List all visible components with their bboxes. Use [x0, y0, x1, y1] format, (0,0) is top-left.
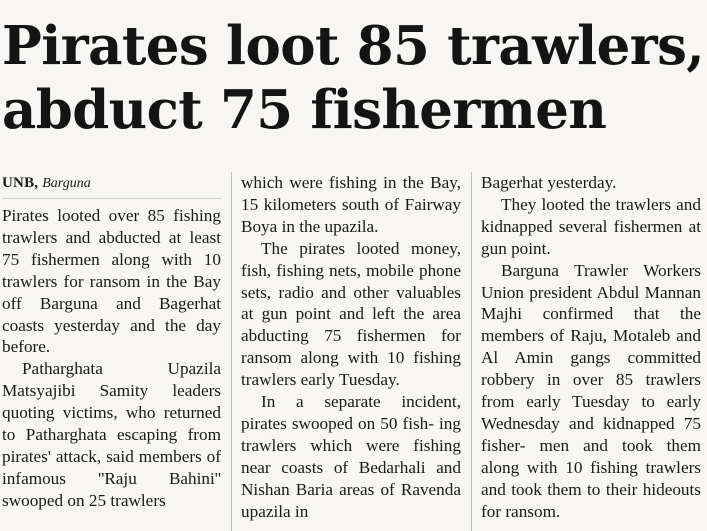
paragraph: Pirates looted over 85 fishing trawlers and abducted at least 75 fishermen along with 10 trawlers for ransom in the Bay off Barguna and Bagerhat coasts yesterday and the day before. — [2, 206, 221, 357]
paragraph: The pirates looted money, fish, fishing nets, mobile phone sets, radio and other valuables at gun point and left the area abducting 75 fishermen for ransom along with 10 fishing trawlers early Tuesday. — [241, 238, 461, 390]
column-1 — [2, 172, 221, 531]
headline-line-2: abduct 75 fishermen — [2, 79, 607, 141]
byline — [2, 172, 221, 199]
paragraph: Bagerhat yesterday. — [481, 173, 617, 192]
column-2 — [241, 172, 461, 531]
column-divider-2 — [471, 172, 472, 531]
byline-agency: UNB, — [2, 175, 39, 191]
headline-line-1: Pirates loot 85 trawlers, — [2, 15, 705, 77]
paragraph: They looted the trawlers and kidnapped several fishermen at gun point. — [481, 194, 701, 258]
column-divider-1 — [231, 172, 232, 531]
column-3 — [481, 172, 701, 531]
paragraph: which were fishing in the Bay, 15 kilometers south of Fairway Boya in the upazila. — [241, 173, 461, 236]
paragraph: In a separate incident, pirates swooped on 50 fish- ing trawlers which were fishing near coasts of Bedarhali and Nishan Baria areas of Ravenda upazila in — [241, 392, 461, 521]
paragraph: Barguna Trawler Workers Union president Abdul Mannan Majhi confirmed that the members of Raju, Motaleb and Al Amin gangs committed robbery in over 85 trawlers from early Tuesday to early Wednesday and kidnapped 75 fisher- men and took them along with 10 fishing trawlers and took them to their hideouts for ransom. — [481, 260, 701, 521]
byline-place: Barguna — [42, 176, 91, 191]
headline — [2, 14, 706, 142]
paragraph: Patharghata Upazila Matsyajibi Samity leaders quoting victims, who returned to Patharghata escaping from pirates' attack, said members of infamous ''Raju Bahini'' swooped on 25 trawlers — [2, 359, 221, 510]
